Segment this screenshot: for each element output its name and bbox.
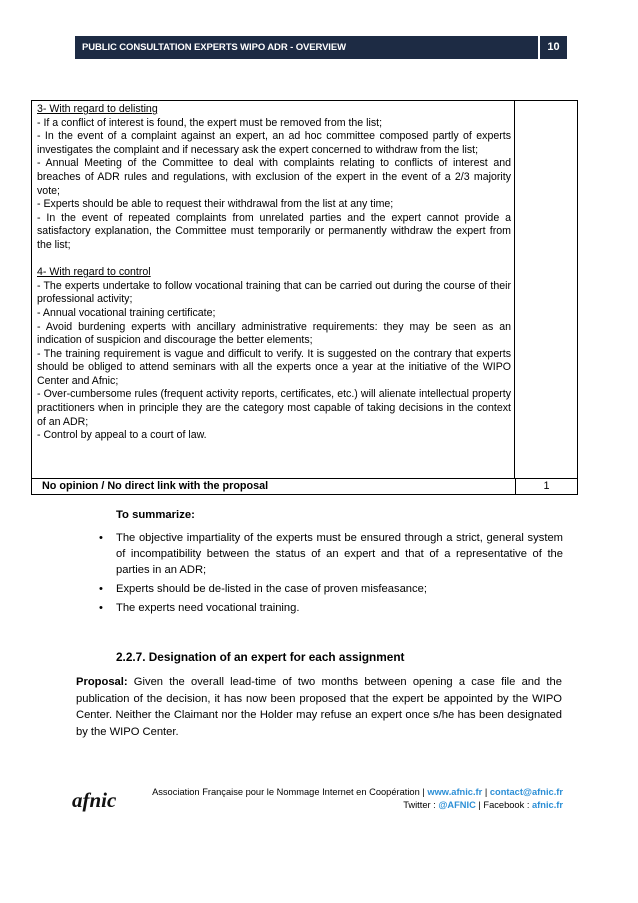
footer-facebook-label: | Facebook : (475, 800, 532, 810)
summary-item (99, 530, 563, 578)
delisting-item: - Experts should be able to request their withdrawal from the list at any time; (37, 198, 394, 211)
footer-association: Association Française pour le Nommage Internet en Coopération | (152, 787, 428, 797)
bullet-icon: • (99, 583, 103, 595)
control-item: - The experts undertake to follow vocational training that can be carried out during the course of their professional activity; (37, 279, 511, 306)
control-item: - Over-cumbersome rules (frequent activity reports, certificates, etc.) will alienate intellectual property practitioners when in principle they are the category most capable of taking decisions in the context of an ADR; (37, 388, 511, 428)
proposal-paragraph (76, 674, 562, 740)
footer-twitter-link[interactable]: @AFNIC (438, 800, 476, 810)
afnic-logo-text: afnic (72, 788, 117, 812)
summary-item-text: The experts need vocational training. (116, 602, 300, 614)
delisting-heading: 3- With regard to delisting (37, 103, 158, 115)
control-item: - The training requirement is vague and difficult to verify. It is suggested on the contrary that experts should be obliged to attend seminars with all the experts once a year at the initiative of the WIPO Center and Afnic; (37, 347, 511, 387)
opinion-label: No opinion / No direct link with the proposal (42, 480, 269, 492)
footer-twitter-label: Twitter : (403, 800, 439, 810)
proposal-label: Proposal: (76, 676, 128, 688)
footer-separator: | (482, 787, 490, 797)
footer-email-link[interactable]: contact@afnic.fr (489, 787, 563, 797)
summary-item-text: Experts should be de-listed in the case of proven misfeasance; (116, 583, 427, 595)
delisting-item: - If a conflict of interest is found, the expert must be removed from the list; (37, 116, 383, 129)
summary-item (99, 581, 563, 597)
comments-cell (32, 101, 515, 478)
afnic-logo (70, 786, 130, 814)
proposal-text: Given the overall lead-time of two months between opening a case file and the publication of the decision, it has now been proposed that the expert be appointed by the WIPO Center. Neither the Claimant nor the Holder may refuse an expert once s/he has been designated by the WIPO Center. (76, 676, 562, 738)
control-item: - Avoid burdening experts with ancillary administrative requirements: they may be seen as an indication of suspicion and discourage the better elements; (37, 320, 511, 347)
footer-association-line (136, 787, 563, 797)
control-item: - Control by appeal to a court of law. (37, 429, 207, 442)
count-cell-empty (515, 101, 577, 478)
summary-heading: To summarize: (116, 509, 195, 521)
summary-list (99, 530, 563, 619)
summary-item-text: The objective impartiality of the experts must be ensured through a strict, general system of incompatibility between the status of an expert and that of a representative of the parties in an ADR; (116, 532, 563, 576)
consultation-table (31, 100, 578, 495)
opinion-row (32, 478, 577, 494)
control-heading: 4- With regard to control (37, 266, 151, 279)
page-header-title: PUBLIC CONSULTATION EXPERTS WIPO ADR - OVERVIEW (75, 36, 538, 59)
bullet-icon: • (99, 602, 103, 614)
footer-website-link[interactable]: www.afnic.fr (427, 787, 483, 797)
page-number: 10 (540, 36, 567, 59)
delisting-item: - In the event of repeated complaints from unrelated parties and the expert cannot provide a satisfactory explanation, the Committee must temporarily or permanently withdraw the expert from the list; (37, 211, 511, 251)
section-heading: 2.2.7. Designation of an expert for each assignment (116, 650, 405, 664)
summary-item (99, 600, 563, 616)
delisting-item: - In the event of a complaint against an expert, an ad hoc committee composed partly of experts investigates the complaint and if necessary ask the expert concerned to withdraw from the list; (37, 130, 511, 156)
delisting-item: - Annual Meeting of the Committee to deal with complaints relating to conflicts of interest and breaches of ADR rules and regulations, with exclusion of the expert in the event of a 2/3 majority vote; (37, 157, 511, 197)
opinion-count: 1 (515, 479, 577, 494)
footer-facebook-link[interactable]: afnic.fr (532, 800, 563, 810)
bullet-icon: • (99, 532, 103, 544)
footer-social-line (136, 800, 563, 810)
control-item: - Annual vocational training certificate; (37, 306, 216, 319)
